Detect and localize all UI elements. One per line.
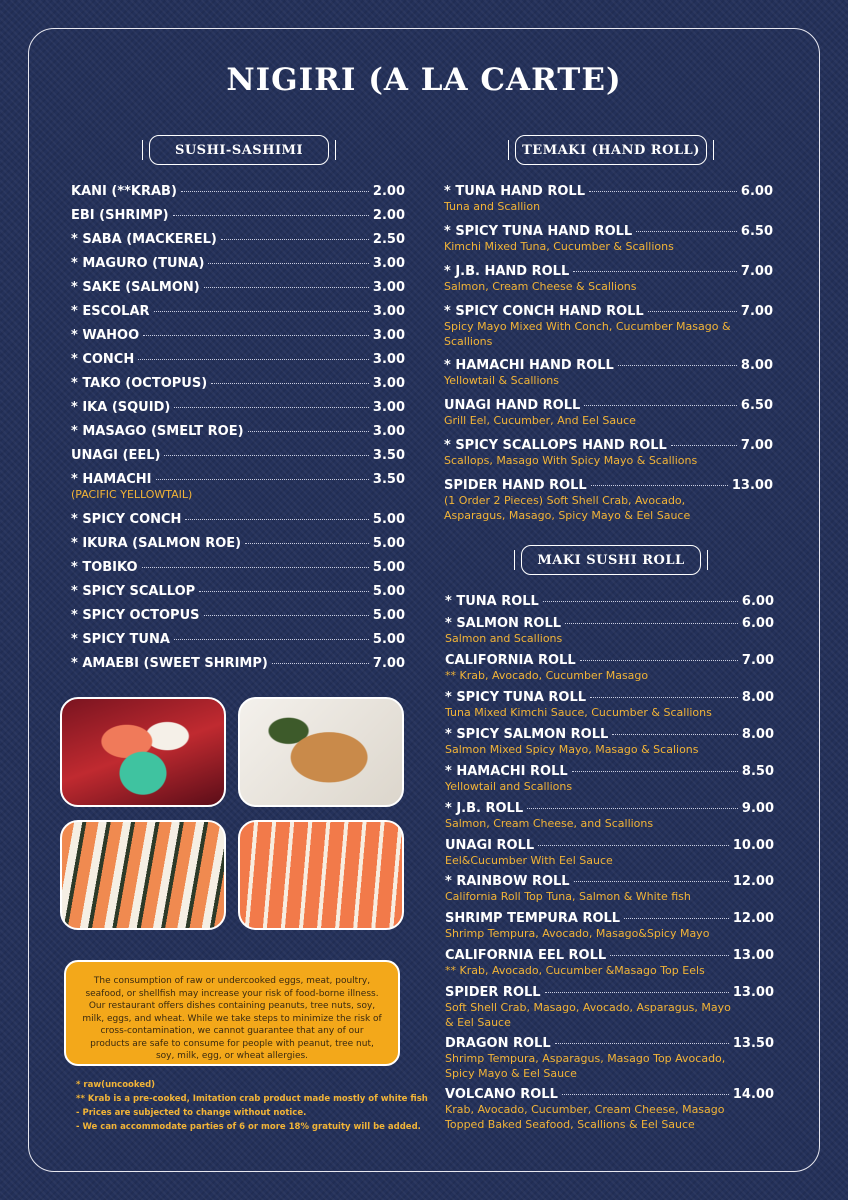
dot-leader	[543, 601, 738, 602]
item-price: 3.00	[372, 256, 405, 271]
menu-item-row	[445, 801, 774, 816]
item-description: Yellowtail and Scallions	[445, 780, 573, 793]
menu-item-row	[71, 536, 405, 551]
dot-leader	[591, 485, 728, 486]
dot-leader	[671, 445, 737, 446]
item-description: Spicy Mayo Mixed With Conch, Cucumber Masago & Scallions	[444, 320, 731, 348]
menu-item	[445, 690, 774, 720]
menu-item-row	[71, 256, 405, 271]
item-description: Shrimp Tempura, Asparagus, Masago Top Avocado, Spicy Mayo & Eel Sauce	[445, 1052, 726, 1080]
dot-leader	[156, 479, 369, 480]
dot-leader	[538, 845, 729, 846]
item-name: UNAGI ROLL	[445, 838, 535, 853]
menu-item	[71, 304, 405, 319]
menu-item-row	[71, 656, 405, 671]
menu-item	[71, 280, 405, 295]
dot-leader	[618, 365, 737, 366]
item-name: * HAMACHI ROLL	[445, 764, 568, 779]
dot-leader	[211, 383, 369, 384]
item-name: * SPICY SCALLOPS HAND ROLL	[444, 438, 667, 453]
menu-item	[445, 948, 774, 978]
dot-leader	[245, 543, 369, 544]
item-price: 10.00	[732, 838, 774, 853]
dot-leader	[624, 918, 729, 919]
menu-item	[71, 376, 405, 391]
section-header-sushi-sashimi	[149, 135, 329, 165]
item-name: * MAGURO (TUNA)	[71, 256, 205, 271]
menu-item	[445, 653, 774, 683]
dot-leader	[565, 623, 738, 624]
item-price: 3.00	[372, 376, 405, 391]
item-name: SPIDER ROLL	[445, 985, 541, 1000]
item-description: (1 Order 2 Pieces) Soft Shell Crab, Avocado, Asparagus, Masago, Spicy Mayo & Eel Sauce	[444, 494, 691, 522]
food-photo-sashimi-bowl	[60, 697, 226, 807]
menu-item	[71, 536, 405, 551]
menu-item-row	[71, 280, 405, 295]
item-price: 13.00	[732, 985, 774, 1000]
dot-leader	[555, 1043, 729, 1044]
item-name: DRAGON ROLL	[445, 1036, 551, 1051]
food-photo-nigiri-boat	[238, 820, 404, 930]
item-price: 13.00	[732, 948, 774, 963]
menu-item	[445, 911, 774, 941]
item-price: 13.00	[731, 478, 773, 493]
menu-item	[445, 1087, 774, 1132]
dot-leader	[199, 591, 369, 592]
menu-item-row	[71, 328, 405, 343]
item-price: 2.00	[372, 184, 405, 199]
menu-item	[444, 358, 773, 388]
dot-leader	[204, 287, 369, 288]
section-header-temaki	[515, 135, 707, 165]
item-name: * IKURA (SALMON ROE)	[71, 536, 242, 551]
item-name: * SPICY CONCH HAND ROLL	[444, 304, 644, 319]
item-description: ** Krab, Avocado, Cucumber Masago	[445, 669, 649, 682]
item-description: Grill Eel, Cucumber, And Eel Sauce	[444, 414, 636, 427]
menu-item-row	[71, 584, 405, 599]
food-photo-sushi-platter	[60, 820, 226, 930]
menu-item-row	[444, 438, 773, 453]
menu-item	[71, 208, 405, 223]
menu-item	[71, 328, 405, 343]
dot-leader	[574, 881, 729, 882]
item-price: 6.00	[740, 184, 773, 199]
item-price: 3.00	[372, 280, 405, 295]
item-price: 3.00	[372, 328, 405, 343]
menu-item	[445, 727, 774, 757]
item-name: SHRIMP TEMPURA ROLL	[445, 911, 621, 926]
item-name: KANI (**KRAB)	[71, 184, 177, 199]
item-price: 12.00	[732, 874, 774, 889]
dot-leader	[174, 407, 369, 408]
dot-leader	[589, 191, 737, 192]
item-description: Soft Shell Crab, Masago, Avocado, Asparagus, Mayo & Eel Sauce	[445, 1001, 731, 1029]
menu-item-row	[71, 376, 405, 391]
menu-item	[71, 632, 405, 647]
item-price: 3.50	[372, 472, 405, 487]
item-description: Salmon Mixed Spicy Mayo, Masago & Scalions	[445, 743, 699, 756]
menu-item-row	[444, 358, 773, 373]
dot-leader	[648, 311, 737, 312]
menu-item-row	[445, 616, 774, 631]
item-name: * RAINBOW ROLL	[445, 874, 570, 889]
menu-item	[71, 608, 405, 623]
item-name: CALIFORNIA ROLL	[445, 653, 576, 668]
item-name: * SALMON ROLL	[445, 616, 562, 631]
menu-item-row	[71, 632, 405, 647]
item-name: * SPICY SCALLOP	[71, 584, 196, 599]
dot-leader	[173, 215, 369, 216]
menu-item	[71, 424, 405, 439]
menu-item	[445, 838, 774, 868]
menu-item-row	[445, 948, 774, 963]
menu-item	[444, 264, 773, 294]
footnote: - We can accommodate parties of 6 or more 18% gratuity will be added.	[76, 1122, 421, 1132]
item-description: Tuna and Scallion	[444, 200, 541, 213]
item-price: 8.00	[741, 727, 774, 742]
menu-item-row	[445, 594, 774, 609]
item-description: Salmon and Scallions	[445, 632, 563, 645]
item-description: (PACIFIC YELLOWTAIL)	[71, 488, 193, 501]
item-name: SPIDER HAND ROLL	[444, 478, 587, 493]
item-name: * TUNA ROLL	[445, 594, 539, 609]
menu-item-row	[71, 352, 405, 367]
menu-item	[71, 256, 405, 271]
menu-item-row	[445, 874, 774, 889]
item-name: * TUNA HAND ROLL	[444, 184, 585, 199]
item-name: UNAGI HAND ROLL	[444, 398, 581, 413]
section-label: TEMAKI (HAND ROLL)	[522, 142, 700, 158]
item-name: UNAGI (EEL)	[71, 448, 161, 463]
dot-leader	[272, 663, 369, 664]
menu-item	[445, 985, 774, 1030]
menu-item-row	[444, 478, 773, 493]
dot-leader	[580, 660, 738, 661]
item-name: * SPICY SALMON ROLL	[445, 727, 609, 742]
menu-item	[445, 801, 774, 831]
item-price: 14.00	[732, 1087, 774, 1102]
menu-item	[444, 478, 773, 523]
item-name: * TOBIKO	[71, 560, 138, 575]
menu-item	[444, 438, 773, 468]
item-name: * SAKE (SALMON)	[71, 280, 200, 295]
item-description: California Roll Top Tuna, Salmon & White fish	[445, 890, 691, 903]
item-price: 8.00	[741, 690, 774, 705]
item-price: 6.00	[741, 616, 774, 631]
dot-leader	[143, 335, 369, 336]
item-description: Tuna Mixed Kimchi Sauce, Cucumber & Scallions	[445, 706, 712, 719]
item-name: * SPICY TUNA HAND ROLL	[444, 224, 633, 239]
item-name: * SPICY CONCH	[71, 512, 182, 527]
dot-leader	[142, 567, 369, 568]
item-name: * CONCH	[71, 352, 135, 367]
dot-leader	[221, 239, 369, 240]
menu-item-row	[71, 472, 405, 487]
menu-item	[71, 232, 405, 247]
item-name: * J.B. HAND ROLL	[444, 264, 570, 279]
item-price: 5.00	[372, 584, 405, 599]
menu-item	[71, 448, 405, 463]
dot-leader	[572, 771, 738, 772]
item-description: Shrimp Tempura, Avocado, Masago&Spicy Mayo	[445, 927, 710, 940]
item-description: Krab, Avocado, Cucumber, Cream Cheese, Masago Topped Baked Seafood, Scallions & Eel Sauce	[445, 1103, 725, 1131]
item-name: * HAMACHI	[71, 472, 152, 487]
item-price: 3.00	[372, 400, 405, 415]
menu-item-row	[71, 560, 405, 575]
item-name: * MASAGO (SMELT ROE)	[71, 424, 244, 439]
item-price: 9.00	[741, 801, 774, 816]
item-price: 5.00	[372, 632, 405, 647]
dot-leader	[204, 615, 369, 616]
dot-leader	[181, 191, 369, 192]
dot-leader	[527, 808, 738, 809]
item-price: 6.00	[741, 594, 774, 609]
footnote: ** Krab is a pre-cooked, Imitation crab product made mostly of white fish	[76, 1094, 428, 1104]
item-name: VOLCANO ROLL	[445, 1087, 558, 1102]
section-label: SUSHI-SASHIMI	[174, 142, 304, 158]
item-price: 7.00	[740, 304, 773, 319]
item-price: 5.00	[372, 536, 405, 551]
item-name: * TAKO (OCTOPUS)	[71, 376, 208, 391]
menu-item-row	[71, 448, 405, 463]
menu-item-row	[445, 764, 774, 779]
menu-item-row	[445, 727, 774, 742]
menu-item	[71, 656, 405, 671]
menu-item	[445, 1036, 774, 1081]
menu-item	[71, 400, 405, 415]
menu-item-row	[445, 1087, 774, 1102]
item-price: 7.00	[372, 656, 405, 671]
dot-leader	[612, 734, 738, 735]
menu-item-row	[444, 224, 773, 239]
section-label: MAKI SUSHI ROLL	[537, 552, 685, 568]
menu-item-row	[445, 690, 774, 705]
menu-item	[445, 874, 774, 904]
item-name: * SABA (MACKEREL)	[71, 232, 217, 247]
food-photo-baked-roll	[238, 697, 404, 807]
dot-leader	[562, 1094, 729, 1095]
menu-item-row	[71, 608, 405, 623]
dot-leader	[573, 271, 737, 272]
menu-item	[445, 616, 774, 646]
item-description: Salmon, Cream Cheese & Scallions	[444, 280, 637, 293]
item-price: 8.00	[740, 358, 773, 373]
menu-item-row	[444, 398, 773, 413]
menu-item-row	[71, 232, 405, 247]
item-description: Eel&Cucumber With Eel Sauce	[445, 854, 613, 867]
item-price: 6.50	[740, 398, 773, 413]
menu-item-row	[444, 264, 773, 279]
dot-leader	[208, 263, 369, 264]
menu-item-row	[71, 400, 405, 415]
dot-leader	[584, 405, 737, 406]
item-name: * IKA (SQUID)	[71, 400, 171, 415]
page-title: NIGIRI (A LA CARTE)	[226, 62, 622, 98]
menu-item-row	[71, 184, 405, 199]
dot-leader	[164, 455, 368, 456]
item-name: * SPICY TUNA	[71, 632, 170, 647]
dot-leader	[636, 231, 737, 232]
item-price: 2.00	[372, 208, 405, 223]
menu-item-row	[444, 304, 773, 319]
menu-item	[445, 764, 774, 794]
item-price: 3.00	[372, 424, 405, 439]
item-description: ** Krab, Avocado, Cucumber &Masago Top Eels	[445, 964, 705, 977]
item-price: 7.00	[740, 438, 773, 453]
menu-item	[71, 472, 405, 502]
dot-leader	[174, 639, 369, 640]
dot-leader	[154, 311, 369, 312]
menu-item	[71, 560, 405, 575]
item-name: * WAHOO	[71, 328, 140, 343]
item-price: 2.50	[372, 232, 405, 247]
item-price: 7.00	[741, 653, 774, 668]
item-name: * ESCOLAR	[71, 304, 150, 319]
item-name: * HAMACHI HAND ROLL	[444, 358, 614, 373]
dot-leader	[545, 992, 729, 993]
footnotes	[76, 1078, 428, 1134]
menu-item	[71, 184, 405, 199]
item-price: 7.00	[740, 264, 773, 279]
menu-item-row	[445, 911, 774, 926]
menu-item-row	[71, 424, 405, 439]
menu-item-row	[71, 304, 405, 319]
item-price: 6.50	[740, 224, 773, 239]
menu-item-row	[71, 512, 405, 527]
dot-leader	[138, 359, 369, 360]
item-price: 3.00	[372, 352, 405, 367]
item-name: CALIFORNIA EEL ROLL	[445, 948, 607, 963]
menu-item-row	[71, 208, 405, 223]
item-name: * SPICY OCTOPUS	[71, 608, 200, 623]
menu-item	[71, 352, 405, 367]
menu-item	[444, 304, 773, 349]
menu-item	[444, 184, 773, 214]
footnote: - Prices are subjected to change without notice.	[76, 1108, 307, 1118]
menu-item	[71, 584, 405, 599]
menu-item	[444, 398, 773, 428]
item-name: * J.B. ROLL	[445, 801, 524, 816]
item-description: Kimchi Mixed Tuna, Cucumber & Scallions	[444, 240, 674, 253]
item-price: 12.00	[732, 911, 774, 926]
menu-item-row	[445, 838, 774, 853]
item-price: 3.50	[372, 448, 405, 463]
dot-leader	[590, 697, 738, 698]
dot-leader	[185, 519, 368, 520]
menu-item-row	[444, 184, 773, 199]
menu-item-row	[445, 985, 774, 1000]
item-name: * SPICY TUNA ROLL	[445, 690, 587, 705]
item-price: 5.00	[372, 608, 405, 623]
item-price: 13.50	[732, 1036, 774, 1051]
menu-item	[445, 594, 774, 609]
item-description: Salmon, Cream Cheese, and Scallions	[445, 817, 654, 830]
allergy-notice: The consumption of raw or undercooked eggs, meat, poultry, seafood, or shellfish may increase your risk of food-borne illness. Our restaurant offers dishes containing peanuts, tree nuts, soy, milk, eggs, and wheat. While we take steps to minimize the risk of cross-contamination, we cannot guarantee that any of our products are safe to consume for people with peanut, tree nut, soy, milk, egg, or wheat allergies.	[64, 960, 400, 1066]
dot-leader	[248, 431, 369, 432]
menu-item	[71, 512, 405, 527]
menu-item	[444, 224, 773, 254]
item-price: 5.00	[372, 512, 405, 527]
dot-leader	[610, 955, 729, 956]
item-name: * AMAEBI (SWEET SHRIMP)	[71, 656, 268, 671]
item-name: EBI (SHRIMP)	[71, 208, 169, 223]
item-description: Scallops, Masago With Spicy Mayo & Scallions	[444, 454, 698, 467]
item-description: Yellowtail & Scallions	[444, 374, 559, 387]
item-price: 8.50	[741, 764, 774, 779]
footnote: * raw(uncooked)	[76, 1080, 156, 1090]
menu-item-row	[445, 1036, 774, 1051]
section-header-maki	[521, 545, 701, 575]
item-price: 5.00	[372, 560, 405, 575]
menu-item-row	[445, 653, 774, 668]
item-price: 3.00	[372, 304, 405, 319]
